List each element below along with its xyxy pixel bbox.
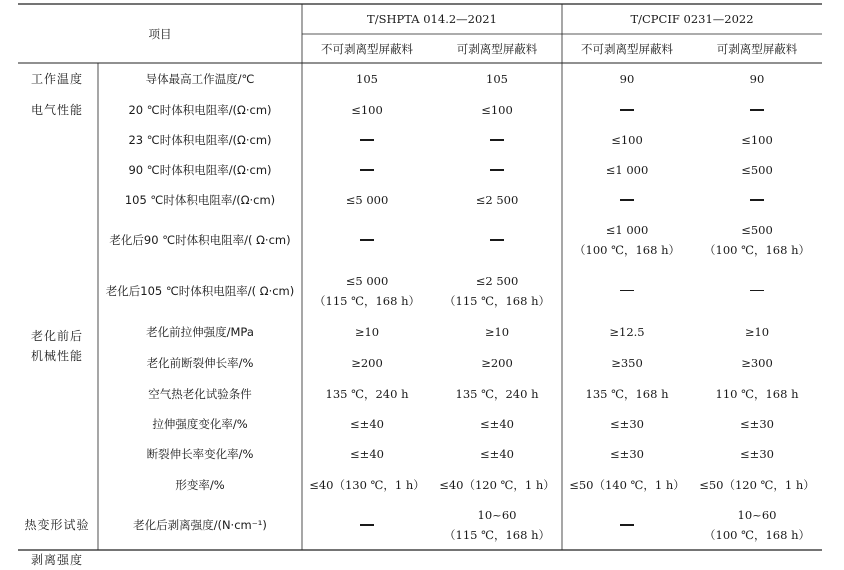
row-value-cell: ≤1 000 [605,163,649,177]
row-value-cell: 110 ℃，168 h [715,386,799,401]
row-item-label: 拉伸强度变化率/% [152,417,248,431]
row-value-cell: ≥10 [484,324,510,339]
row-value-cell: ≤±40 [350,447,384,461]
row-value-cell: ≤±30 [610,417,644,431]
row-value-cell: ≥350 [611,355,643,370]
row-value-cell: ≥300 [741,355,773,370]
row-value-cell: ≤±30 [740,417,774,431]
row-item-label: 形变率/% [175,477,225,492]
row-item-label: 90 ℃时体积电阻率/(Ω·cm) [128,163,272,177]
dash-mark [620,290,634,292]
row-value-cell: ≥12.5 [609,324,645,339]
row-value-cell: ≤100 [351,103,383,117]
dash-mark [620,199,634,201]
row-value-cell [562,185,692,215]
row-value-cell: ≤500 （100 ℃，168 h） [704,223,810,257]
row-value-cell: ≤2 500 （115 ℃，168 h） [444,273,550,308]
row-value-cell: ≥200 [351,355,383,370]
row-value-cell: ≤500 [741,163,773,177]
dash-mark [360,139,374,141]
row-value-cell: ≤±30 [740,447,774,461]
row-value-cell: ≤2 500 [475,193,519,207]
row-value-cell: ≤100 [481,103,513,117]
dash-mark [750,199,764,201]
row-value-cell: 10~60 （100 ℃，168 h） [704,508,810,542]
dash-mark [490,139,504,141]
row-value-cell: ≥200 [481,355,513,370]
row-value-cell: 105 [486,72,508,86]
row-value-cell [562,500,692,550]
row-item-label: 老化前断裂伸长率/% [146,355,254,370]
row-value-cell [562,95,692,125]
row-value-cell [692,95,822,125]
row-value-cell [562,265,692,316]
row-value-cell: ≤40（120 ℃，1 h） [439,477,555,492]
row-value-cell: ≤±40 [480,417,514,431]
row-value-cell: ≥10 [354,324,380,339]
category-label: 热变形试验 [24,518,90,532]
row-value-cell [692,265,822,316]
row-value-cell [302,155,432,185]
row-value-cell [432,155,562,185]
row-item-label: 105 ℃时体积电阻率/(Ω·cm) [124,193,276,207]
row-value-cell: 90 [619,72,635,86]
row-item-label: 导体最高工作温度/℃ [145,72,255,86]
row-item-label: 老化前拉伸强度/MPa [146,324,254,339]
row-value-cell [432,125,562,155]
dash-mark [750,109,764,111]
row-item-label: 空气热老化试验条件 [148,386,252,401]
row-item-label: 老化后剥离强度/(N·cm⁻¹) [133,518,267,532]
header-sub-column: 不可剥离型屏蔽料 [581,41,673,56]
row-item-label: 20 ℃时体积电阻率/(Ω·cm) [128,103,272,117]
header-item-label: 项目 [148,26,172,41]
header-sub-column: 可剥离型屏蔽料 [456,41,538,56]
dash-mark [620,109,634,111]
row-value-cell: ≤5 000 [345,193,389,207]
row-value-cell [302,125,432,155]
row-item-label: 断裂伸长率变化率/% [146,447,254,461]
row-value-cell: ≤±40 [350,417,384,431]
row-value-cell: 10~60 （115 ℃，168 h） [444,508,550,542]
header-sub-column: 可剥离型屏蔽料 [716,41,798,56]
row-item-label: 老化后90 ℃时体积电阻率/( Ω·cm) [109,233,291,247]
row-value-cell: ≤5 000 （115 ℃，168 h） [314,273,420,308]
row-value-cell [432,215,562,265]
row-value-cell: ≤40（130 ℃，1 h） [309,477,425,492]
dash-mark [360,524,374,526]
category-label: 老化前后 机械性能 [30,329,83,363]
row-value-cell: 135 ℃，240 h [325,386,409,401]
dash-mark [490,239,504,241]
row-value-cell: ≤50（120 ℃，1 h） [699,477,815,492]
category-label: 剥离强度 [30,553,83,567]
row-value-cell: ≤50（140 ℃，1 h） [569,477,685,492]
dash-mark [750,290,764,292]
row-value-cell: ≤100 [741,133,773,147]
row-value-cell: ≤100 [611,133,643,147]
row-value-cell: 135 ℃，240 h [455,386,539,401]
header-sub-column: 不可剥离型屏蔽料 [321,41,413,56]
dash-mark [620,524,634,526]
row-value-cell: 105 [356,72,378,86]
row-value-cell [302,215,432,265]
dash-mark [360,169,374,171]
row-item-label: 老化后105 ℃时体积电阻率/( Ω·cm) [105,283,295,298]
row-value-cell: ≤±30 [610,447,644,461]
row-value-cell: 135 ℃，168 h [585,386,669,401]
dash-mark [360,239,374,241]
dash-mark [490,169,504,171]
row-value-cell: ≤1 000 （100 ℃，168 h） [574,223,680,257]
row-item-label: 23 ℃时体积电阻率/(Ω·cm) [128,133,272,147]
category-label: 工作温度 [30,72,83,86]
row-value-cell [692,185,822,215]
header-standard-1: T/SHPTA 014.2—2021 [367,12,497,26]
row-value-cell: ≤±40 [480,447,514,461]
row-value-cell: 90 [749,72,765,86]
row-value-cell: ≥10 [744,324,770,339]
row-value-cell [302,500,432,550]
header-standard-2: T/CPCIF 0231—2022 [630,12,754,26]
category-label: 电气性能 [30,103,83,117]
